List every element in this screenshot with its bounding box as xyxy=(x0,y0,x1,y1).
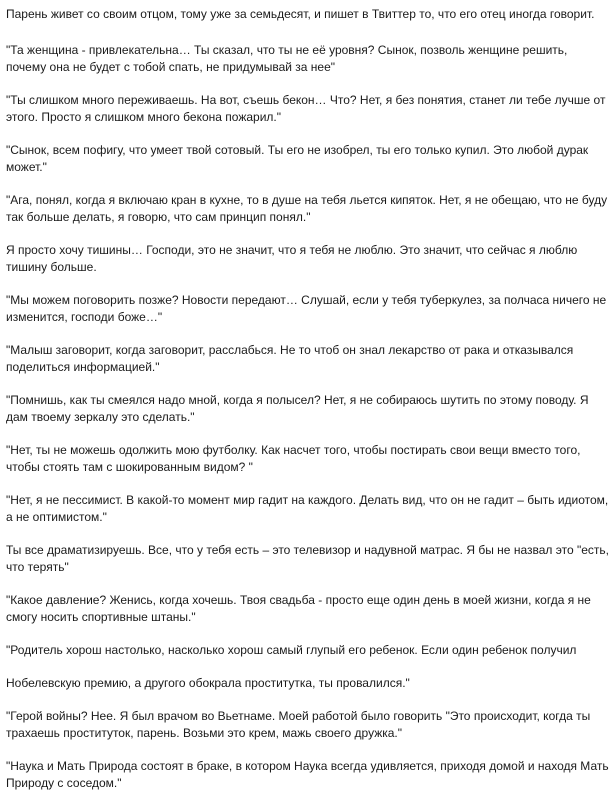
quote-paragraph: "Нет, я не пессимист. В какой-то момент мир гадит на каждого. Делать вид, что он не гадит – быть идиотом, а не оптимистом." xyxy=(6,493,609,524)
quote-paragraph: "Ты слишком много переживаешь. На вот, съешь бекон… Что? Нет, я без понятия, станет ли тебе лучше от этого. Просто я слишком много бекона пожарил." xyxy=(6,93,606,124)
quote-paragraph: "Мы можем поговорить позже? Новости передают… Слушай, если у тебя туберкулез, за полчаса ничего не изменится, господи боже…" xyxy=(6,293,607,324)
quote-paragraph: Нобелевскую премию, а другого обокрала проститутка, ты провалился." xyxy=(6,676,410,690)
quotes-list xyxy=(6,42,609,792)
quote-paragraph: "Нет, ты не можешь одолжить мою футболку. Как насчет того, чтобы постирать свои вещи вместо того, чтобы стоять там с шокированным видом? " xyxy=(6,443,581,474)
quote-paragraph: Я просто хочу тишины… Господи, это не значит, что я тебя не люблю. Это значит, что сейчас я люблю тишину больше. xyxy=(6,243,578,274)
quote-paragraph: "Та женщина - привлекательна… Ты сказал, что ты не её уровня? Сынок, позволь женщине решить, почему она не будет с тобой спать, не придумывай за нее" xyxy=(6,43,568,74)
quote-paragraph: "Малыш заговорит, когда заговорит, расслабься. Не то чтоб он знал лекарство от рака и отказывался поделиться информацией." xyxy=(6,343,574,374)
quote-paragraph: "Наука и Мать Природа состоят в браке, в котором Наука всегда удивляется, приходя домой и находя Мать Природу с соседом." xyxy=(6,759,609,790)
quote-paragraph: "Герой войны? Нее. Я был врачом во Вьетнаме. Моей работой было говорить "Это происходит, когда ты трахаешь проституток, парень. Возьми это крем, мажь своего дружка." xyxy=(6,709,591,740)
quote-paragraph: Ты все драматизируешь. Все, что у тебя есть – это телевизор и надувной матрас. Я бы не назвал это "есть, что терять" xyxy=(6,543,609,574)
intro-paragraph: Парень живет со своим отцом, тому уже за семьдесят, и пишет в Твиттер то, что его отец иногда говорит. xyxy=(6,7,595,21)
quote-paragraph: "Сынок, всем пофигу, что умеет твой сотовый. Ты его не изобрел, ты его только купил. Это любой дурак может." xyxy=(6,143,589,174)
quote-paragraph: "Ага, понял, когда я включаю кран в кухне, то в душе на тебя льется кипяток. Нет, я не обещаю, что не буду так больше делать, я говорю, что сам принцип понял." xyxy=(6,193,608,224)
quote-paragraph: "Какое давление? Женись, когда хочешь. Твоя свадьба - просто еще один день в моей жизни, когда я не смогу носить спортивные штаны." xyxy=(6,593,591,624)
quote-paragraph: "Родитель хорош настолько, насколько хорош самый глупый его ребенок. Если один ребенок получил xyxy=(6,643,577,657)
quote-paragraph: "Помнишь, как ты смеялся надо мной, когда я полысел? Нет, я не собираюсь шутить по этому поводу. Я дам твоему зеркалу это сделать." xyxy=(6,393,589,424)
